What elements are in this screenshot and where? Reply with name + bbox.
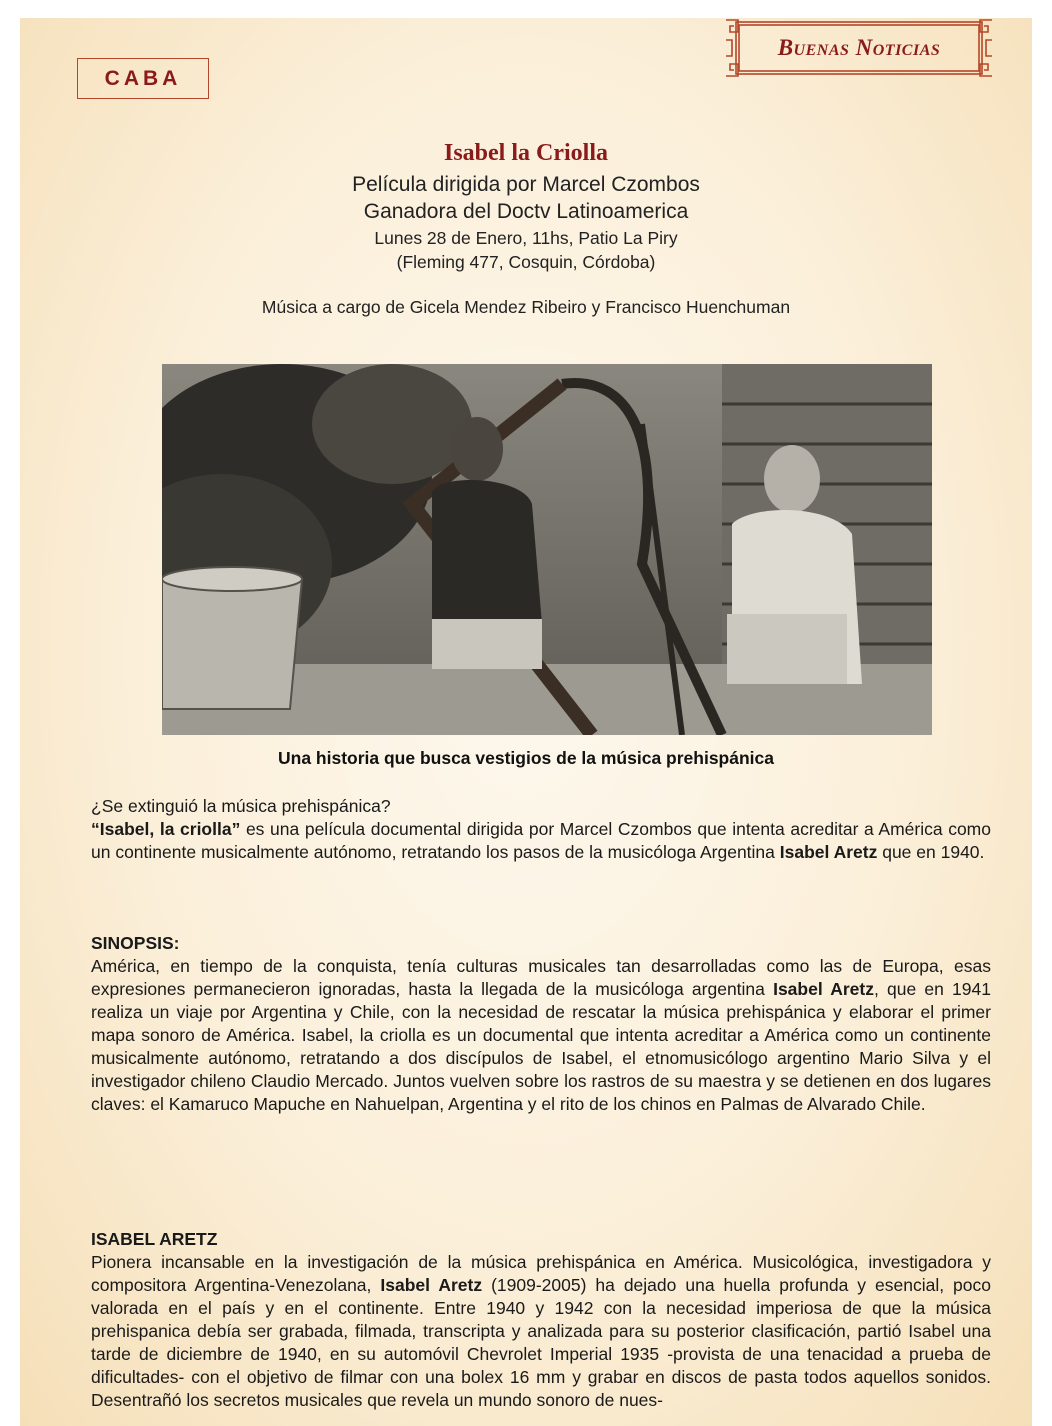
aretz-bold-name: Isabel Aretz	[380, 1275, 483, 1295]
sinopsis-heading: SINOPSIS:	[91, 933, 180, 953]
film-still-photo	[162, 364, 932, 735]
buenas-noticias-logo	[724, 18, 994, 78]
aretz-paragraph	[91, 1251, 991, 1412]
aretz-heading: ISABEL ARETZ	[91, 1229, 218, 1249]
sinopsis-text-2: , que en 1941 realiza un viaje por Argentina y Chile, con la necesidad de rescatar la música prehispánica y elaborar el primer mapa sonoro de América. Isabel, la criolla es un documental que intenta acreditar a América como un continente musicalmente autónomo, retratando a dos discípulos de Isabel, el etnomusicólogo argentino Mario Silva y el investigador chileno Claudio Mercado. Juntos vuelven sobre los rastros de su maestra y se detienen en dos lugares claves: el Kamaruco Mapuche en Nahuelpan, Argentina y el rito de los chinos en Palmas de Alvarado Chile.	[91, 979, 991, 1114]
event-date: Lunes 28 de Enero, 11hs, Patio La Piry	[374, 228, 678, 248]
intro-text-1: es una película documental dirigida por Marcel Czombos que intenta acreditar a América como un continente musicalmente autónomo, retratando los pasos de la musicóloga Argentina	[91, 819, 991, 862]
sinopsis-bold-name: Isabel Aretz	[773, 979, 874, 999]
section-label: CABA	[77, 58, 209, 99]
intro-paragraph	[91, 818, 991, 864]
aretz-section	[91, 1228, 991, 1412]
sinopsis-section	[91, 932, 991, 1116]
intro-bold-name: Isabel Aretz	[779, 842, 878, 862]
intro-film-title: “Isabel, la criolla”	[91, 819, 241, 839]
aretz-text-1: Pionera incansable en la investigación de la música prehispánica en América. Musicológica, investigadora y compositora Argentina-Venezolana,	[91, 1252, 991, 1295]
intro-section	[91, 795, 991, 864]
photo-illustration	[162, 364, 932, 735]
intro-question: ¿Se extinguió la música prehispánica?	[91, 796, 391, 816]
sinopsis-paragraph	[91, 955, 991, 1116]
event-title: Isabel la Criolla	[443, 140, 608, 166]
intro-text-2: que en 1940.	[877, 842, 985, 862]
event-director: Película dirigida por Marcel Czombos	[352, 173, 700, 196]
sinopsis-text-1: América, en tiempo de la conquista, tenía culturas musicales tan desarrolladas como las de Europa, esas expresiones permanecieron ignoradas, hasta la llegada de la musicóloga argentina	[91, 956, 991, 999]
aretz-text-2: (1909-2005) ha dejado una huella profunda y esencial, poco valorada en el país y en el continente. Entre 1940 y 1942 con la necesidad imperiosa de que la música prehispanica debía ser grabada, filmada, transcripta y analizada para su posterior clasificación, partió Isabel una tarde de diciembre de 1940, en su automóvil Chevrolet Imperial 1935 -provista de una tenacidad a prueba de dificultades- con el objetivo de filmar con una bolex 16 mm y grabar en discos de pasta todos aquellos sonidos. Desentrañó los secretos musicales que revela un mundo sonoro de nues-	[91, 1275, 991, 1410]
event-address: (Fleming 477, Cosquin, Córdoba)	[396, 252, 656, 272]
event-award: Ganadora del Doctv Latinoamerica	[363, 200, 689, 223]
event-music-credits: Música a cargo de Gicela Mendez Ribeiro y Francisco Huenchuman	[261, 297, 791, 317]
photo-caption: Una historia que busca vestigios de la música prehispánica	[278, 748, 774, 768]
logo-text: Buenas Noticias	[777, 35, 941, 60]
